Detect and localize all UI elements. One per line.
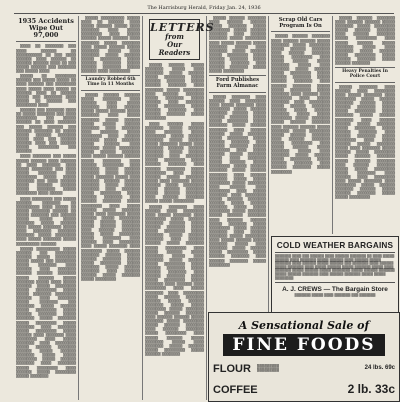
scrap-headline: Scrap Old Cars Program Is On	[278, 17, 323, 29]
coffee-label: COFFEE	[213, 384, 258, 396]
divider	[209, 75, 266, 76]
divider	[81, 90, 140, 91]
column-2	[81, 16, 140, 400]
letters-from-readers-header	[149, 19, 215, 60]
column-3	[145, 16, 215, 400]
divider	[209, 92, 266, 93]
accidents-headline: 1935 Accidents Wipe Out 97,000	[18, 17, 74, 40]
fine-foods-banner: A Sensational Sale of	[238, 319, 370, 332]
letters-body: ▒▒▒▒▒ ▒▒▒▒▒▒ ▒▒▒▒▒ ▒▒▒▒▒▒▒ ▒▒▒▒▒ ▒▒▒▒ ▒▒▒▒▒▒▒ ▒▒▒▒▒ ▒▒▒▒▒▒ ▒▒▒▒▒ ▒▒▒▒▒▒▒▒ ▒▒▒▒▒ ▒▒▒▒▒▒ ▒▒▒▒▒▒▒ ▒▒▒▒▒ ▒▒▒▒▒▒ ▒▒▒▒▒▒▒ ▒▒▒▒ ▒▒▒▒▒▒▒ ▒▒▒▒▒ ▒▒▒▒▒▒▒▒ ▒▒▒▒ ▒▒▒▒▒▒ ▒▒▒▒▒▒▒ ▒▒▒▒▒ ▒▒▒▒▒▒▒ ▒▒▒▒▒ ▒▒▒▒▒▒ ▒▒▒▒ ▒▒▒▒▒▒▒ ▒▒▒▒▒ ▒▒▒▒▒▒▒▒ ▒▒▒▒▒ ▒▒▒▒▒▒ ▒▒▒▒▒▒▒ ▒▒▒▒ ▒▒▒▒▒▒ ▒▒▒▒▒▒▒ ▒▒▒▒▒ ▒▒▒▒▒▒▒▒ ▒▒▒▒ ▒▒▒▒▒▒ ▒▒▒▒▒ ▒▒▒▒▒▒▒ ▒▒▒▒▒ ▒▒▒▒▒▒ ▒▒▒▒ ▒▒▒▒▒▒▒ ▒▒▒▒▒ ▒▒▒▒▒▒▒▒ ▒▒▒▒▒ ▒▒▒▒▒▒ ▒▒▒▒▒▒▒ ▒▒▒▒▒ ▒▒▒▒▒▒ ▒▒▒▒▒ ▒▒▒▒▒▒▒ ▒▒▒▒▒ ▒▒▒▒ ▒▒▒▒▒▒▒ ▒▒▒▒▒▒ ▒▒▒▒▒▒ ▒▒▒▒▒▒▒ ▒▒▒▒▒ ▒▒▒▒▒▒ ▒▒▒▒▒▒▒ ▒▒▒▒ ▒▒▒▒▒▒▒ ▒▒▒▒▒ ▒▒▒▒▒▒▒▒ ▒▒▒▒▒ ▒▒▒▒▒▒ ▒▒▒▒▒▒▒ ▒▒▒▒ ▒▒▒▒▒▒ ▒▒▒▒▒▒▒ ▒▒▒▒▒ ▒▒▒▒▒▒▒▒ ▒▒▒▒ ▒▒▒▒▒ ▒▒▒▒▒▒ ▒▒▒▒▒ ▒▒▒▒▒▒▒ ▒▒▒▒▒ ▒▒▒▒ ▒▒▒▒▒▒▒ ▒▒▒▒▒ ▒▒▒▒▒▒ ▒▒▒▒▒ ▒▒▒▒▒▒▒▒ ▒▒▒▒▒ ▒▒▒▒▒▒ ▒▒▒▒▒▒▒ ▒▒▒▒▒ ▒▒▒▒▒▒ ▒▒▒▒▒▒▒ ▒▒▒▒ ▒▒▒▒▒▒ ▒▒▒▒▒▒▒ ▒▒▒▒▒ ▒▒▒▒▒ ▒▒▒▒▒▒▒▒ ▒▒▒▒▒ ▒▒▒▒▒▒▒ ▒▒▒▒ ▒▒▒▒▒▒ ▒▒▒▒ ▒▒▒▒▒▒▒▒ ▒▒▒▒ ▒▒▒▒▒ ▒▒▒▒▒▒▒ ▒▒▒▒ ▒▒▒▒▒▒▒▒ ▒▒▒▒▒ ▒▒▒▒▒▒ ▒▒▒▒▒▒▒ ▒▒▒▒▒▒ ▒▒▒▒▒ ▒▒▒▒▒▒ ▒▒▒▒▒▒▒ ▒▒▒▒▒ ▒▒▒▒▒ ▒▒▒▒▒▒▒▒ ▒▒▒▒▒ ▒▒▒▒▒▒▒ ▒▒▒▒▒ ▒▒▒▒▒▒ ▒▒▒▒▒▒▒ ▒▒▒▒ ▒▒▒▒▒▒ ▒▒▒▒▒▒ ▒▒▒▒▒ ▒▒▒▒▒▒▒ ▒▒▒▒▒ ▒▒▒▒▒▒▒▒ ▒▒▒▒ ▒▒▒▒▒ ▒▒▒▒▒▒ ▒▒▒▒▒ ▒▒▒▒▒▒▒ ▒▒▒▒▒ ▒▒▒▒ ▒▒▒▒▒▒▒ ▒▒▒▒▒ ▒▒▒▒▒▒ ▒▒▒▒▒ ▒▒▒▒▒▒▒▒ ▒▒▒▒▒ ▒▒▒▒▒▒ ▒▒▒▒▒▒▒ ▒▒▒▒▒ ▒▒▒▒▒▒ ▒▒▒▒▒▒▒ ▒▒▒▒ ▒▒▒▒▒▒ ▒▒▒▒▒▒▒ ▒▒▒▒▒ ▒▒▒▒▒ ▒▒▒▒▒▒▒▒ ▒▒▒▒▒ ▒▒▒▒▒▒▒ ▒▒▒▒ ▒▒▒▒▒▒ ▒▒▒▒ ▒▒▒▒▒▒▒▒ ▒▒▒▒ ▒▒▒▒▒ ▒▒▒▒▒▒▒ ▒▒▒▒ ▒▒▒▒▒▒▒▒ ▒▒▒▒▒ ▒▒▒▒▒▒ ▒▒▒▒▒▒▒ ▒▒▒▒▒▒ ▒▒▒▒▒ ▒▒▒▒▒▒ ▒▒▒▒▒▒▒ ▒▒▒▒▒ ▒▒▒▒▒ ▒▒▒▒▒▒▒▒ ▒▒▒▒▒ ▒▒▒▒▒▒▒ ▒▒▒▒▒ ▒▒▒▒▒▒ ▒▒▒▒▒▒▒ ▒▒▒▒ ▒▒▒▒▒▒ ▒▒▒▒▒▒ ▒▒▒▒▒ ▒▒▒▒▒▒▒ ▒▒▒▒▒ ▒▒▒▒▒▒▒▒ ▒▒▒▒▒ ▒▒▒▒▒▒ ▒▒▒▒▒▒▒ ▒▒▒▒ ▒▒▒▒▒▒ ▒▒▒▒▒▒▒ ▒▒▒▒▒ ▒▒▒▒▒▒▒▒ ▒▒▒▒ ▒▒▒▒▒ ▒▒▒▒▒▒ ▒▒▒▒▒ ▒▒▒▒▒▒▒ ▒▒▒▒▒ ▒▒▒▒ ▒▒▒▒▒▒▒ ▒▒▒▒▒ ▒▒▒▒▒▒ ▒▒▒▒▒ ▒▒▒▒▒▒▒▒ ▒▒▒▒▒ ▒▒▒▒▒▒ ▒▒▒▒▒▒▒	[145, 63, 204, 356]
letters-subtitle: Our Readers	[158, 40, 191, 57]
column-6	[335, 16, 395, 234]
letters-title: LETTERS	[150, 21, 215, 34]
fine-foods-title: FINE FOODS	[223, 334, 385, 356]
column-1	[16, 16, 76, 400]
divider	[275, 252, 395, 253]
flour-price: 24 lbs. 69c	[364, 365, 395, 371]
store-name: A. J. CREWS — The Bargain Store	[282, 286, 388, 294]
laundry-headline: Laundry Robbed 6th Time In 11 Months	[85, 77, 136, 88]
divider	[335, 82, 395, 83]
column-rule	[78, 16, 79, 400]
divider	[16, 41, 76, 42]
ford-headline: Ford Publishes Farm Almanac	[215, 77, 260, 90]
column-2-body-top: ▒▒▒▒▒ ▒▒▒▒▒▒▒▒▒ ▒▒▒▒▒ ▒▒▒▒ ▒▒ ▒▒▒▒▒▒ ▒▒▒▒ ▒▒▒▒▒ ▒▒▒▒▒▒ ▒▒▒▒▒ ▒▒▒▒ ▒▒▒▒▒▒▒ ▒▒▒▒ ▒▒▒▒▒ ▒▒▒▒▒▒▒▒ ▒▒▒▒ ▒▒▒▒▒ ▒▒▒▒▒▒ ▒▒▒▒▒ ▒▒▒▒▒▒ ▒▒▒▒ ▒▒▒▒▒▒▒ ▒▒▒▒▒ ▒▒▒▒▒▒▒ ▒▒▒▒ ▒▒▒▒▒ ▒▒▒▒▒▒ ▒▒▒▒▒ ▒▒▒▒▒▒▒ ▒▒▒▒▒ ▒▒▒▒ ▒▒▒▒▒▒▒ ▒▒▒▒▒ ▒▒▒▒▒▒ ▒▒▒▒▒ ▒▒▒▒▒▒▒▒ ▒▒▒▒▒ ▒▒▒▒▒▒ ▒▒▒▒▒▒▒ ▒▒▒▒▒ ▒▒▒▒▒▒ ▒▒▒▒▒▒▒ ▒▒▒▒▒ ▒▒▒▒▒▒ ▒▒▒▒ ▒▒▒▒▒▒▒▒	[81, 16, 140, 74]
heavy-penalties-headline: Heavy Penalties In Police Court	[342, 69, 388, 79]
coffee-price-row	[213, 384, 395, 396]
ford-body: ▒▒▒▒▒ ▒▒▒▒▒▒▒ ▒▒▒▒ ▒▒▒▒▒▒ ▒▒▒▒ ▒▒▒▒▒▒▒▒ ▒▒▒▒ ▒▒▒▒▒ ▒▒▒▒▒▒▒ ▒▒▒▒ ▒▒▒▒▒▒▒▒ ▒▒▒▒▒ ▒▒▒▒▒▒ ▒▒▒▒▒▒▒ ▒▒▒▒▒▒ ▒▒▒▒▒ ▒▒▒▒▒▒ ▒▒▒▒▒▒▒ ▒▒▒▒▒ ▒▒▒▒▒ ▒▒▒▒▒▒▒▒ ▒▒▒▒▒ ▒▒▒▒▒▒▒ ▒▒▒▒▒ ▒▒▒▒▒▒ ▒▒▒▒▒▒▒ ▒▒▒▒ ▒▒▒▒▒▒ ▒▒▒▒▒▒ ▒▒▒▒▒ ▒▒▒▒▒▒▒ ▒▒▒▒▒ ▒▒▒▒▒▒▒▒ ▒▒▒▒▒ ▒▒▒▒▒▒ ▒▒▒▒▒▒▒ ▒▒▒▒ ▒▒▒▒▒▒ ▒▒▒▒▒▒▒ ▒▒▒▒▒ ▒▒▒▒▒▒▒▒ ▒▒▒▒ ▒▒▒▒▒ ▒▒▒▒▒▒ ▒▒▒▒▒ ▒▒▒▒▒▒▒ ▒▒▒▒▒ ▒▒▒▒ ▒▒▒▒▒▒▒ ▒▒▒▒▒ ▒▒▒▒▒▒ ▒▒▒▒▒ ▒▒▒▒▒▒▒▒ ▒▒▒▒▒ ▒▒▒▒▒▒ ▒▒▒▒▒▒▒ ▒▒▒▒▒ ▒▒▒▒▒▒ ▒▒▒▒▒▒▒ ▒▒▒▒ ▒▒▒▒▒▒ ▒▒▒▒▒▒▒ ▒▒▒▒▒ ▒▒▒▒▒ ▒▒▒▒▒▒▒▒ ▒▒▒▒▒ ▒▒▒▒▒▒▒ ▒▒▒▒ ▒▒▒▒▒▒ ▒▒▒▒ ▒▒▒▒▒▒▒▒ ▒▒▒▒ ▒▒▒▒▒ ▒▒▒▒▒▒▒ ▒▒▒▒ ▒▒▒▒▒▒▒▒ ▒▒▒▒▒ ▒▒▒▒▒▒ ▒▒▒▒▒▒▒ ▒▒▒▒▒▒ ▒▒▒▒▒ ▒▒▒▒▒▒ ▒▒▒▒▒▒▒ ▒▒▒▒▒ ▒▒▒▒▒ ▒▒▒▒▒▒▒▒ ▒▒▒▒▒ ▒▒▒▒▒▒▒ ▒▒▒▒▒ ▒▒▒▒▒▒ ▒▒▒▒▒▒▒ ▒▒▒▒ ▒▒▒▒▒▒ ▒▒▒▒▒▒ ▒▒▒▒▒ ▒▒▒▒▒▒▒ ▒▒▒▒▒ ▒▒▒▒▒▒▒▒ ▒▒▒▒▒ ▒▒▒▒▒▒ ▒▒▒▒▒▒▒ ▒▒▒▒ ▒▒▒▒▒▒ ▒▒▒▒▒▒▒ ▒▒▒▒▒ ▒▒▒▒▒▒▒▒ ▒▒▒▒ ▒▒▒▒▒ ▒▒▒▒▒▒ ▒▒▒▒▒ ▒▒▒▒▒▒▒ ▒▒▒▒▒ ▒▒▒▒ ▒▒▒▒▒▒▒ ▒▒▒▒▒ ▒▒▒▒▒▒ ▒▒▒▒▒ ▒▒▒▒▒▒▒▒ ▒▒▒▒▒ ▒▒▒▒▒▒ ▒▒▒▒▒▒▒ ▒▒▒▒ ▒▒▒▒▒▒ ▒▒▒▒▒▒▒ ▒▒▒▒▒ ▒▒▒▒▒▒▒▒	[209, 94, 266, 267]
column-rule	[332, 16, 333, 234]
column-4-body-top: ▒▒▒▒▒ ▒▒▒▒▒▒ ▒▒▒▒▒▒▒ ▒▒▒▒ ▒▒▒▒▒▒ ▒▒▒▒▒▒ ▒▒▒▒▒ ▒▒▒▒▒▒▒ ▒▒▒▒▒ ▒▒▒▒▒▒▒▒ ▒▒▒▒▒ ▒▒▒▒▒▒ ▒▒▒▒▒▒▒ ▒▒▒▒ ▒▒▒▒▒▒ ▒▒▒▒▒▒▒ ▒▒▒▒▒ ▒▒▒▒▒▒▒▒ ▒▒▒▒ ▒▒▒▒▒ ▒▒▒▒▒▒ ▒▒▒▒▒ ▒▒▒▒▒▒▒ ▒▒▒▒▒ ▒▒▒▒ ▒▒▒▒▒▒▒ ▒▒▒▒▒ ▒▒▒▒▒▒ ▒▒▒▒▒ ▒▒▒▒▒▒▒▒ ▒▒▒▒▒ ▒▒▒▒▒▒ ▒▒▒▒▒▒▒ ▒▒▒▒▒ ▒▒▒▒▒▒ ▒▒▒▒▒▒▒ ▒▒▒▒ ▒▒▒▒▒▒ ▒▒▒▒▒▒▒ ▒▒▒▒▒ ▒▒▒▒▒ ▒▒▒▒▒▒▒▒	[209, 16, 266, 74]
column-5	[271, 16, 330, 234]
divider	[81, 75, 140, 76]
cold-weather-ad-copy: ▒▒▒▒▒▒▒ ▒▒▒▒ ▒▒▒ ▒▒▒▒▒▒ ▒▒▒▒ ▒▒▒▒▒▒ ▒▒▒▒▒▒▒ ▒▒ ▒▒▒▒ ▒▒▒▒▒ ▒▒▒▒▒▒ ▒▒▒▒ ▒▒▒▒▒▒▒ ▒▒▒▒▒ ▒▒▒▒▒▒ ▒▒▒▒ ▒▒▒▒▒▒ ▒▒▒▒▒ ▒▒▒▒▒▒▒ ▒▒▒▒ ▒▒▒▒▒▒ ▒▒▒▒▒ ▒▒▒▒▒▒ ▒▒▒ ▒▒▒▒▒▒▒ ▒▒▒▒ ▒▒▒▒▒▒ ▒▒▒▒▒ ▒▒▒▒▒▒▒ ▒▒▒▒ ▒▒▒▒▒ ▒▒▒▒▒▒ ▒▒▒▒▒ ▒▒▒▒▒▒▒ ▒▒▒▒▒ ▒▒▒▒ ▒▒▒▒▒▒▒ ▒▒▒▒▒ ▒▒▒▒▒▒ ▒▒▒▒▒ ▒▒▒▒▒▒▒▒ ▒▒▒▒▒ ▒▒▒▒▒▒ ▒▒▒▒▒▒▒ ▒▒▒▒▒ ▒▒▒▒▒▒ ▒▒▒▒▒▒▒ ▒▒▒▒ ▒▒▒▒▒▒ ▒▒▒▒▒▒▒ ▒▒▒▒▒ ▒▒▒▒▒ ▒▒▒▒▒▒▒▒	[275, 254, 395, 280]
coffee-price: 2 lb. 33c	[347, 382, 395, 396]
column-6-body-top: ▒▒▒▒▒ ▒▒▒▒▒▒ ▒▒▒▒▒▒▒ ▒▒▒▒ ▒▒▒▒▒▒ ▒▒▒▒▒▒ ▒▒▒▒▒ ▒▒▒▒▒▒▒ ▒▒▒▒▒ ▒▒▒▒▒▒▒▒ ▒▒▒▒▒ ▒▒▒▒▒▒ ▒▒▒▒▒▒▒ ▒▒▒▒ ▒▒▒▒▒▒ ▒▒▒▒▒▒▒ ▒▒▒▒▒ ▒▒▒▒▒▒▒▒ ▒▒▒▒ ▒▒▒▒▒ ▒▒▒▒▒▒ ▒▒▒▒▒ ▒▒▒▒▒▒▒ ▒▒▒▒▒ ▒▒▒▒ ▒▒▒▒▒▒▒ ▒▒▒▒▒ ▒▒▒▒▒▒ ▒▒▒▒▒ ▒▒▒▒▒▒▒▒ ▒▒▒▒▒ ▒▒▒▒▒▒ ▒▒▒▒▒▒▒ ▒▒▒▒▒ ▒▒▒▒▒▒ ▒▒▒▒▒▒▒	[335, 16, 395, 66]
laundry-body: ▒▒▒▒▒ ▒▒▒▒▒▒ ▒▒▒▒▒▒ ▒▒▒▒▒ ▒▒▒▒▒▒▒ ▒▒▒▒ ▒▒▒▒▒▒ ▒▒▒▒ ▒▒▒▒▒ ▒▒▒▒▒▒▒ ▒▒▒▒ ▒▒▒▒▒▒ ▒▒▒▒▒ ▒▒▒▒▒ ▒▒▒▒▒▒ ▒▒▒▒▒ ▒▒▒▒▒▒▒ ▒▒▒▒ ▒▒▒▒▒ ▒▒▒▒▒▒▒ ▒▒▒▒▒ ▒▒▒▒▒▒ ▒▒▒▒▒ ▒▒▒▒▒ ▒▒▒▒▒▒ ▒▒▒▒▒▒▒ ▒▒▒▒ ▒▒▒▒▒▒▒ ▒▒▒▒ ▒▒▒▒▒▒▒ ▒▒▒▒▒ ▒▒▒▒▒▒▒▒ ▒▒▒▒ ▒▒▒▒▒▒ ▒▒▒▒▒▒▒ ▒▒▒▒▒ ▒▒▒▒▒▒▒ ▒▒▒▒▒ ▒▒▒▒▒▒ ▒▒▒▒ ▒▒▒▒▒▒▒ ▒▒▒▒▒ ▒▒▒▒▒▒▒▒ ▒▒▒▒▒ ▒▒▒▒▒▒ ▒▒▒▒▒▒▒ ▒▒▒▒ ▒▒▒▒▒ ▒▒▒▒▒▒ ▒▒▒▒▒▒ ▒▒▒▒▒ ▒▒▒▒▒▒▒ ▒▒▒▒ ▒▒▒▒▒▒ ▒▒▒▒▒▒▒▒ ▒▒▒▒ ▒▒▒▒▒▒▒ ▒▒▒▒▒ ▒▒▒▒▒▒ ▒▒▒▒▒▒▒ ▒▒▒▒▒ ▒▒▒▒▒▒ ▒▒▒▒▒ ▒▒▒▒▒▒▒ ▒▒▒▒▒ ▒▒▒▒ ▒▒▒▒▒▒▒ ▒▒▒▒▒▒ ▒▒▒▒▒▒ ▒▒▒▒▒▒▒ ▒▒▒▒▒ ▒▒▒▒▒▒ ▒▒▒▒▒▒▒ ▒▒▒▒ ▒▒▒▒▒▒▒ ▒▒▒▒▒ ▒▒▒▒▒▒▒▒ ▒▒▒▒▒ ▒▒▒▒▒▒ ▒▒▒▒▒▒▒ ▒▒▒▒ ▒▒▒▒▒▒ ▒▒▒▒▒▒▒ ▒▒▒▒▒ ▒▒▒▒▒▒▒▒ ▒▒▒▒ ▒▒▒▒▒ ▒▒▒▒▒▒ ▒▒▒▒▒ ▒▒▒▒▒▒▒ ▒▒▒▒▒ ▒▒▒▒ ▒▒▒▒▒▒▒ ▒▒▒▒▒ ▒▒▒▒▒▒ ▒▒▒▒▒ ▒▒▒▒▒▒▒▒ ▒▒▒▒▒ ▒▒▒▒▒▒ ▒▒▒▒▒▒▒ ▒▒▒▒▒ ▒▒▒▒▒▒ ▒▒▒▒▒▒▒ ▒▒▒▒ ▒▒▒▒▒▒ ▒▒▒▒▒▒▒ ▒▒▒▒▒ ▒▒▒▒▒ ▒▒▒▒▒▒▒▒ ▒▒▒▒▒ ▒▒▒▒▒▒▒ ▒▒▒▒ ▒▒▒▒▒▒ ▒▒▒▒ ▒▒▒▒▒▒▒▒ ▒▒▒▒ ▒▒▒▒▒ ▒▒▒▒▒▒▒ ▒▒▒▒ ▒▒▒▒▒▒▒▒ ▒▒▒▒▒ ▒▒▒▒▒▒ ▒▒▒▒▒▒▒ ▒▒▒▒▒▒ ▒▒▒▒▒ ▒▒▒▒▒▒ ▒▒▒▒▒▒▒ ▒▒▒▒▒ ▒▒▒▒▒ ▒▒▒▒▒▒▒▒ ▒▒▒▒▒ ▒▒▒▒▒▒▒ ▒▒▒▒▒ ▒▒▒▒▒▒ ▒▒▒▒▒▒▒ ▒▒▒▒ ▒▒▒▒▒▒ ▒▒▒▒▒▒ ▒▒▒▒▒ ▒▒▒▒▒▒▒ ▒▒▒▒▒ ▒▒▒▒▒▒▒▒	[81, 93, 140, 282]
column-rule	[206, 16, 207, 400]
column-rule	[142, 16, 143, 400]
divider	[335, 67, 395, 68]
flour-brands: ▒▒▒▒▒▒▒▒▒ ▒▒▒▒▒▒▒▒▒	[257, 364, 280, 372]
fine-foods-sale-ad	[208, 312, 400, 402]
accidents-body: ▒▒▒▒ ▒▒ ▒▒▒▒▒▒▒ ▒▒▒ ▒▒▒▒ ▒▒▒▒▒▒ ▒▒ ▒▒▒▒▒▒▒▒▒▒ ▒▒ ▒▒▒ ▒▒▒▒ ▒▒▒▒▒▒ ▒▒▒▒ ▒▒▒▒▒▒ ▒▒ ▒▒▒▒▒▒ ▒▒▒▒▒▒ ▒▒▒▒ ▒▒ ▒▒▒ ▒▒▒▒▒ ▒▒▒▒▒▒ ▒▒▒ ▒▒▒▒▒▒▒ ▒▒▒ ▒▒▒▒▒ ▒▒▒▒ ▒▒▒▒▒ ▒▒ ▒▒▒▒▒▒▒▒ ▒▒▒▒▒▒ ▒▒▒ ▒▒▒▒▒ ▒▒▒▒▒ ▒▒ ▒▒▒▒ ▒▒▒▒▒▒ ▒▒▒ ▒▒▒▒▒▒▒▒ ▒▒▒▒ ▒▒▒▒▒ ▒▒▒▒ ▒▒▒▒▒ ▒▒ ▒▒▒▒▒▒ ▒▒▒▒ ▒▒ ▒▒▒▒▒▒ ▒▒▒▒▒ ▒▒▒ ▒▒▒▒▒▒▒ ▒▒▒▒ ▒▒▒▒▒ ▒▒ ▒▒▒▒▒▒ ▒▒▒ ▒▒▒▒▒▒▒▒ ▒▒▒▒ ▒▒▒▒▒▒ ▒▒▒ ▒▒▒▒▒▒▒ ▒▒▒▒ ▒▒ ▒▒▒▒▒ ▒▒▒▒▒▒▒ ▒▒▒ ▒▒▒▒ ▒▒▒▒▒▒▒▒ ▒▒▒ ▒▒▒▒▒ ▒▒▒▒▒▒ ▒▒ ▒▒▒▒ ▒▒▒▒▒▒▒ ▒▒▒ ▒▒▒▒▒ ▒▒▒▒▒▒ ▒▒▒ ▒▒▒▒▒▒ ▒▒▒▒▒▒▒ ▒▒ ▒▒▒▒▒ ▒▒▒▒▒ ▒▒▒▒▒▒ ▒▒▒▒▒▒▒ ▒▒▒▒▒ ▒▒▒▒ ▒▒▒ ▒▒▒▒▒▒ ▒▒▒▒▒▒ ▒▒▒▒ ▒▒▒ ▒▒▒▒▒▒ ▒▒▒▒▒ ▒▒▒▒▒▒▒▒ ▒▒▒ ▒▒▒▒▒▒ ▒▒▒▒ ▒▒▒▒▒▒▒ ▒▒▒ ▒▒▒▒▒ ▒▒▒▒▒ ▒▒▒▒▒▒ ▒▒▒▒ ▒▒▒▒▒▒ ▒▒ ▒▒▒▒ ▒▒▒▒▒▒▒ ▒▒▒▒ ▒▒▒▒▒ ▒▒▒▒▒▒▒▒ ▒▒▒ ▒▒▒▒ ▒▒▒▒▒ ▒▒▒▒▒▒▒ ▒▒▒▒ ▒▒▒▒▒▒▒▒ ▒▒▒▒▒ ▒▒▒▒▒ ▒▒▒▒▒▒▒ ▒▒▒ ▒▒▒▒ ▒▒▒▒▒▒ ▒▒▒▒▒ ▒▒▒▒▒▒ ▒▒▒▒▒▒ ▒▒▒▒▒ ▒▒▒▒▒▒▒ ▒▒▒▒▒ ▒▒▒▒▒▒▒▒ ▒▒▒▒ ▒▒▒▒▒ ▒▒▒▒ ▒▒▒▒▒▒▒▒ ▒▒▒ ▒▒▒▒▒ ▒▒▒▒▒▒ ▒▒▒▒▒▒▒ ▒▒ ▒▒▒▒▒▒▒▒▒ ▒▒▒▒ ▒▒▒▒▒ ▒▒ ▒▒▒▒▒ ▒▒▒▒▒▒▒ ▒▒▒▒▒▒ ▒▒ ▒▒▒▒▒ ▒▒▒▒▒▒▒ ▒▒▒ ▒▒▒▒▒▒ ▒▒▒▒▒ ▒▒▒▒▒ ▒▒▒▒▒ ▒▒▒▒▒▒▒ ▒▒▒▒▒ ▒▒▒▒▒▒ ▒▒▒▒ ▒▒▒▒▒ ▒▒▒▒▒▒▒ ▒▒▒▒▒ ▒▒▒▒ ▒▒▒▒▒▒▒ ▒▒▒▒▒▒▒ ▒▒▒▒▒▒▒ ▒▒▒▒▒ ▒▒▒▒▒▒▒▒ ▒▒▒▒ ▒▒▒▒▒ ▒▒▒▒▒▒▒ ▒▒▒▒▒ ▒▒▒▒▒▒▒▒▒ ▒▒▒▒▒▒ ▒▒▒▒▒ ▒▒▒▒▒▒▒▒▒ ▒▒▒▒▒ ▒▒▒▒▒▒ ▒▒▒ ▒▒▒▒▒▒▒▒ ▒▒▒▒▒▒ ▒▒▒▒▒ ▒▒▒▒▒▒▒▒ ▒▒▒▒▒ ▒▒▒▒▒ ▒▒▒ ▒▒▒▒▒▒▒▒ ▒▒▒▒▒ ▒▒▒▒▒▒▒ ▒▒▒▒ ▒▒▒▒▒▒ ▒▒▒▒ ▒▒▒▒▒▒▒ ▒▒▒▒▒▒ ▒▒▒▒▒▒ ▒▒▒▒▒▒▒ ▒▒▒▒▒ ▒▒▒▒▒▒ ▒▒▒▒▒ ▒▒▒▒▒▒▒ ▒▒▒▒▒ ▒▒▒▒ ▒▒▒▒▒ ▒▒▒▒▒▒ ▒▒▒▒▒ ▒▒▒▒▒▒▒▒ ▒▒▒▒▒ ▒▒▒▒▒▒▒▒ ▒▒▒▒▒ ▒▒▒▒▒ ▒▒▒▒▒▒▒ ▒▒▒▒▒▒▒▒ ▒▒▒▒▒▒ ▒▒▒▒ ▒▒▒▒▒▒▒ ▒▒▒▒▒ ▒▒▒▒▒▒▒ ▒▒▒ ▒▒▒▒▒▒▒ ▒▒▒▒▒ ▒▒▒▒▒▒ ▒▒▒▒▒ ▒▒▒▒▒▒▒▒ ▒▒▒▒▒ ▒▒▒▒▒▒ ▒▒▒▒▒▒▒ ▒▒▒▒▒ ▒▒▒▒▒▒▒ ▒▒▒▒▒ ▒▒▒▒▒▒▒ ▒▒▒▒▒ ▒▒▒▒▒▒▒▒ ▒▒▒▒▒ ▒▒▒▒▒▒▒ ▒▒▒▒ ▒▒▒▒▒▒▒ ▒▒▒▒▒ ▒▒▒▒▒▒▒▒ ▒▒▒▒▒ ▒▒▒▒▒▒ ▒▒▒▒ ▒▒▒▒▒▒▒ ▒▒▒▒ ▒▒▒▒▒▒▒▒ ▒▒▒▒ ▒▒▒▒▒ ▒▒▒▒▒▒▒ ▒▒▒▒ ▒▒▒▒▒▒▒▒ ▒▒▒▒▒ ▒▒▒▒▒▒ ▒▒▒▒▒▒▒ ▒▒▒▒▒▒ ▒▒▒▒▒ ▒▒▒▒▒▒ ▒▒▒▒▒▒▒ ▒▒▒▒▒ ▒▒▒▒▒ ▒▒▒▒▒▒▒▒ ▒▒▒▒▒ ▒▒▒▒▒▒ ▒▒▒▒▒▒▒ ▒▒▒▒ ▒▒▒▒▒▒▒ ▒▒▒▒▒ ▒▒▒▒▒▒▒▒ ▒▒▒▒ ▒▒▒▒▒▒ ▒▒▒▒▒ ▒▒▒▒▒▒▒▒ ▒▒▒▒▒ ▒▒▒▒▒▒▒	[16, 44, 76, 378]
divider	[275, 282, 395, 283]
flour-price-row	[213, 363, 395, 375]
column-4	[209, 16, 266, 310]
page-header: The Harrisburg Herald, Friday Jan. 24, 1936	[14, 3, 394, 14]
letters-from: from	[165, 32, 184, 41]
flour-label: FLOUR	[213, 363, 251, 375]
divider	[271, 31, 330, 32]
scrap-body: ▒▒▒▒▒ ▒▒▒▒▒▒ ▒▒▒▒▒▒▒ ▒▒▒▒ ▒▒▒▒▒▒ ▒▒▒▒▒▒ ▒▒▒▒▒ ▒▒▒▒▒▒▒ ▒▒▒▒▒ ▒▒▒▒▒▒▒▒ ▒▒▒▒▒ ▒▒▒▒▒▒ ▒▒▒▒▒▒▒ ▒▒▒▒ ▒▒▒▒▒▒ ▒▒▒▒▒▒▒ ▒▒▒▒▒ ▒▒▒▒▒▒▒▒ ▒▒▒▒ ▒▒▒▒▒ ▒▒▒▒▒▒ ▒▒▒▒▒ ▒▒▒▒▒▒▒ ▒▒▒▒▒ ▒▒▒▒ ▒▒▒▒▒▒▒ ▒▒▒▒▒ ▒▒▒▒▒▒ ▒▒▒▒▒ ▒▒▒▒▒▒▒▒ ▒▒▒▒▒ ▒▒▒▒▒▒ ▒▒▒▒▒▒▒ ▒▒▒▒▒ ▒▒▒▒▒▒ ▒▒▒▒▒▒▒ ▒▒▒▒ ▒▒▒▒▒▒ ▒▒▒▒▒▒▒ ▒▒▒▒▒ ▒▒▒▒▒ ▒▒▒▒▒▒▒▒ ▒▒▒▒▒ ▒▒▒▒▒▒▒ ▒▒▒▒ ▒▒▒▒▒▒ ▒▒▒▒ ▒▒▒▒▒▒▒▒ ▒▒▒▒ ▒▒▒▒▒ ▒▒▒▒▒▒▒ ▒▒▒▒ ▒▒▒▒▒▒▒▒ ▒▒▒▒▒ ▒▒▒▒▒▒ ▒▒▒▒▒▒▒ ▒▒▒▒▒▒ ▒▒▒▒▒ ▒▒▒▒▒▒ ▒▒▒▒▒▒▒ ▒▒▒▒▒ ▒▒▒▒▒ ▒▒▒▒▒▒▒▒ ▒▒▒▒▒ ▒▒▒▒▒▒▒ ▒▒▒▒▒ ▒▒▒▒▒▒ ▒▒▒▒▒▒▒ ▒▒▒▒ ▒▒▒▒▒▒ ▒▒▒▒▒▒ ▒▒▒▒▒ ▒▒▒▒▒▒▒ ▒▒▒▒▒ ▒▒▒▒▒▒▒▒ ▒▒▒▒▒ ▒▒▒▒▒▒ ▒▒▒▒▒▒▒ ▒▒▒▒ ▒▒▒▒▒▒ ▒▒▒▒▒▒▒ ▒▒▒▒▒ ▒▒▒▒▒▒▒▒ ▒▒▒▒ ▒▒▒▒▒ ▒▒▒▒▒▒ ▒▒▒▒▒ ▒▒▒▒▒▒▒ ▒▒▒▒▒ ▒▒▒▒ ▒▒▒▒▒▒▒ ▒▒▒▒▒ ▒▒▒▒▒▒ ▒▒▒▒▒ ▒▒▒▒▒▒▒▒ ▒▒▒▒▒ ▒▒▒▒▒▒ ▒▒▒▒▒▒▒ ▒▒▒▒ ▒▒▒▒▒▒ ▒▒▒▒▒▒▒ ▒▒▒▒▒ ▒▒▒▒▒▒▒▒	[271, 34, 330, 174]
heavy-penalties-body: ▒▒▒▒▒ ▒▒▒▒▒▒▒ ▒▒▒▒ ▒▒▒▒▒▒ ▒▒▒▒ ▒▒▒▒▒▒▒▒ ▒▒▒▒ ▒▒▒▒▒ ▒▒▒▒▒▒▒ ▒▒▒▒ ▒▒▒▒▒▒▒▒ ▒▒▒▒▒ ▒▒▒▒▒▒ ▒▒▒▒▒▒▒ ▒▒▒▒▒▒ ▒▒▒▒▒ ▒▒▒▒▒▒ ▒▒▒▒▒▒▒ ▒▒▒▒▒ ▒▒▒▒▒ ▒▒▒▒▒▒▒▒ ▒▒▒▒▒ ▒▒▒▒▒▒▒ ▒▒▒▒▒ ▒▒▒▒▒▒ ▒▒▒▒▒▒▒ ▒▒▒▒ ▒▒▒▒▒▒ ▒▒▒▒▒▒ ▒▒▒▒▒ ▒▒▒▒▒▒▒ ▒▒▒▒▒ ▒▒▒▒▒▒▒▒ ▒▒▒▒▒ ▒▒▒▒▒▒ ▒▒▒▒▒▒▒ ▒▒▒▒ ▒▒▒▒▒▒ ▒▒▒▒▒▒▒ ▒▒▒▒▒ ▒▒▒▒▒▒▒▒ ▒▒▒▒ ▒▒▒▒▒ ▒▒▒▒▒▒ ▒▒▒▒▒ ▒▒▒▒▒▒▒ ▒▒▒▒▒ ▒▒▒▒ ▒▒▒▒▒▒▒ ▒▒▒▒▒ ▒▒▒▒▒▒ ▒▒▒▒▒ ▒▒▒▒▒▒▒▒ ▒▒▒▒▒ ▒▒▒▒▒▒ ▒▒▒▒▒▒▒ ▒▒▒▒▒ ▒▒▒▒▒▒ ▒▒▒▒▒▒▒ ▒▒▒▒ ▒▒▒▒▒▒ ▒▒▒▒▒▒▒ ▒▒▒▒▒ ▒▒▒▒▒ ▒▒▒▒▒▒▒▒ ▒▒▒▒▒ ▒▒▒▒▒▒▒ ▒▒▒▒ ▒▒▒▒▒▒ ▒▒▒▒ ▒▒▒▒▒▒▒▒ ▒▒▒▒ ▒▒▒▒▒ ▒▒▒▒▒▒▒ ▒▒▒▒ ▒▒▒▒▒▒▒▒ ▒▒▒▒▒ ▒▒▒▒▒▒ ▒▒▒▒▒▒▒ ▒▒▒▒▒▒ ▒▒▒▒▒ ▒▒▒▒▒▒ ▒▒▒▒▒▒▒ ▒▒▒▒▒ ▒▒▒▒▒ ▒▒▒▒▒▒▒▒	[335, 84, 395, 200]
cold-weather-ad-title: COLD WEATHER BARGAINS	[276, 241, 394, 250]
store-address: ▒▒▒▒▒▒▒ ▒▒▒▒▒ ▒▒▒▒ ▒▒▒▒▒▒▒ ▒▒▒ ▒▒▒▒▒▒▒	[294, 293, 376, 298]
